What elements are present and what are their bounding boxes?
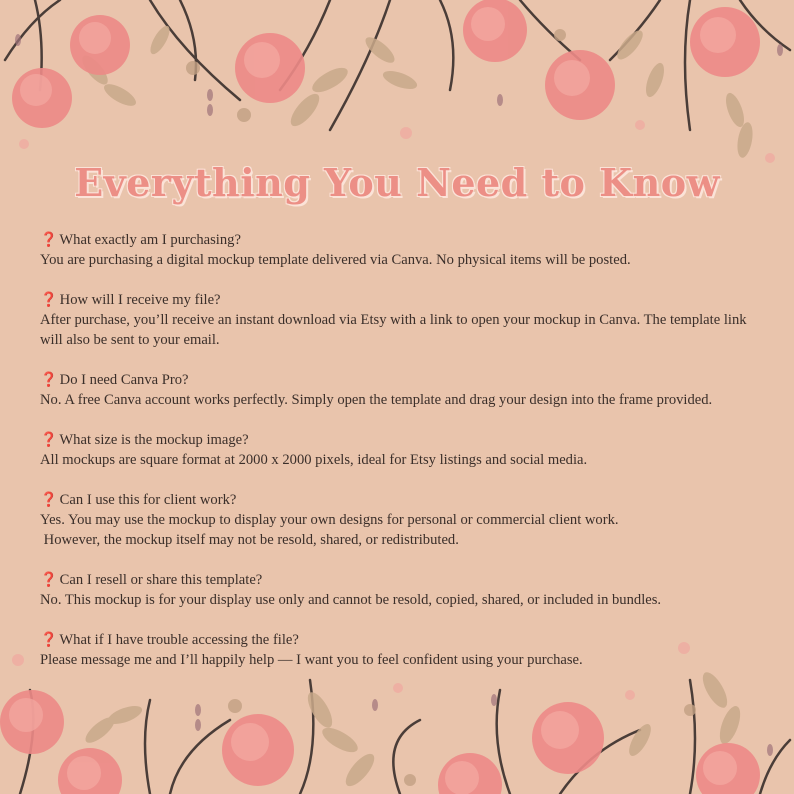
faq-question-text: How will I receive my file? bbox=[59, 292, 221, 308]
faq-item bbox=[40, 570, 758, 610]
faq-question-text: Can I use this for client work? bbox=[59, 492, 237, 508]
page-title: Everything You Need to Know bbox=[74, 160, 720, 205]
faq-question bbox=[40, 490, 758, 510]
faq-item bbox=[40, 230, 758, 270]
faq-item bbox=[40, 430, 758, 470]
question-mark-icon: ❓ bbox=[40, 572, 58, 588]
faq-item bbox=[40, 290, 758, 350]
faq-question bbox=[40, 230, 758, 250]
faq-question bbox=[40, 290, 758, 310]
faq-question bbox=[40, 370, 758, 390]
faq-answer: You are purchasing a digital mockup template delivered via Canva. No physical items will be posted. bbox=[40, 252, 631, 268]
faq-question bbox=[40, 570, 758, 590]
question-mark-icon: ❓ bbox=[40, 292, 58, 308]
question-mark-icon: ❓ bbox=[40, 492, 58, 508]
question-mark-icon: ❓ bbox=[40, 372, 58, 388]
faq-item bbox=[40, 490, 758, 550]
faq-question-text: Can I resell or share this template? bbox=[59, 572, 263, 588]
faq-answer: Please message me and I’ll happily help — I want you to feel confident using your purchase. bbox=[40, 652, 583, 668]
faq-question bbox=[40, 430, 758, 450]
faq-question-text: What if I have trouble accessing the file? bbox=[59, 632, 299, 648]
question-mark-icon: ❓ bbox=[40, 632, 58, 648]
faq-item bbox=[40, 370, 758, 410]
question-mark-icon: ❓ bbox=[40, 232, 58, 248]
faq-question bbox=[40, 630, 758, 650]
floral-border-top bbox=[0, 0, 794, 170]
faq-answer: No. This mockup is for your display use only and cannot be resold, copied, shared, or included in bundles. bbox=[40, 592, 662, 608]
faq-item bbox=[40, 630, 758, 670]
faq-question-text: Do I need Canva Pro? bbox=[59, 372, 189, 388]
faq-question-text: What size is the mockup image? bbox=[59, 432, 249, 448]
faq-answer: No. A free Canva account works perfectly. Simply open the template and drag your design into the frame provided. bbox=[40, 392, 713, 408]
faq-answer: Yes. You may use the mockup to display your own designs for personal or commercial client work. However, the mockup itself may not be resold, shared, or redistributed. bbox=[40, 512, 619, 548]
faq-list bbox=[40, 230, 758, 690]
question-mark-icon: ❓ bbox=[40, 432, 58, 448]
faq-answer: After purchase, you’ll receive an instant download via Etsy with a link to open your mockup in Canva. The template link will also be sent to your email. bbox=[40, 312, 751, 348]
faq-answer: All mockups are square format at 2000 x 2000 pixels, ideal for Etsy listings and social media. bbox=[40, 452, 588, 468]
faq-question-text: What exactly am I purchasing? bbox=[59, 232, 241, 248]
